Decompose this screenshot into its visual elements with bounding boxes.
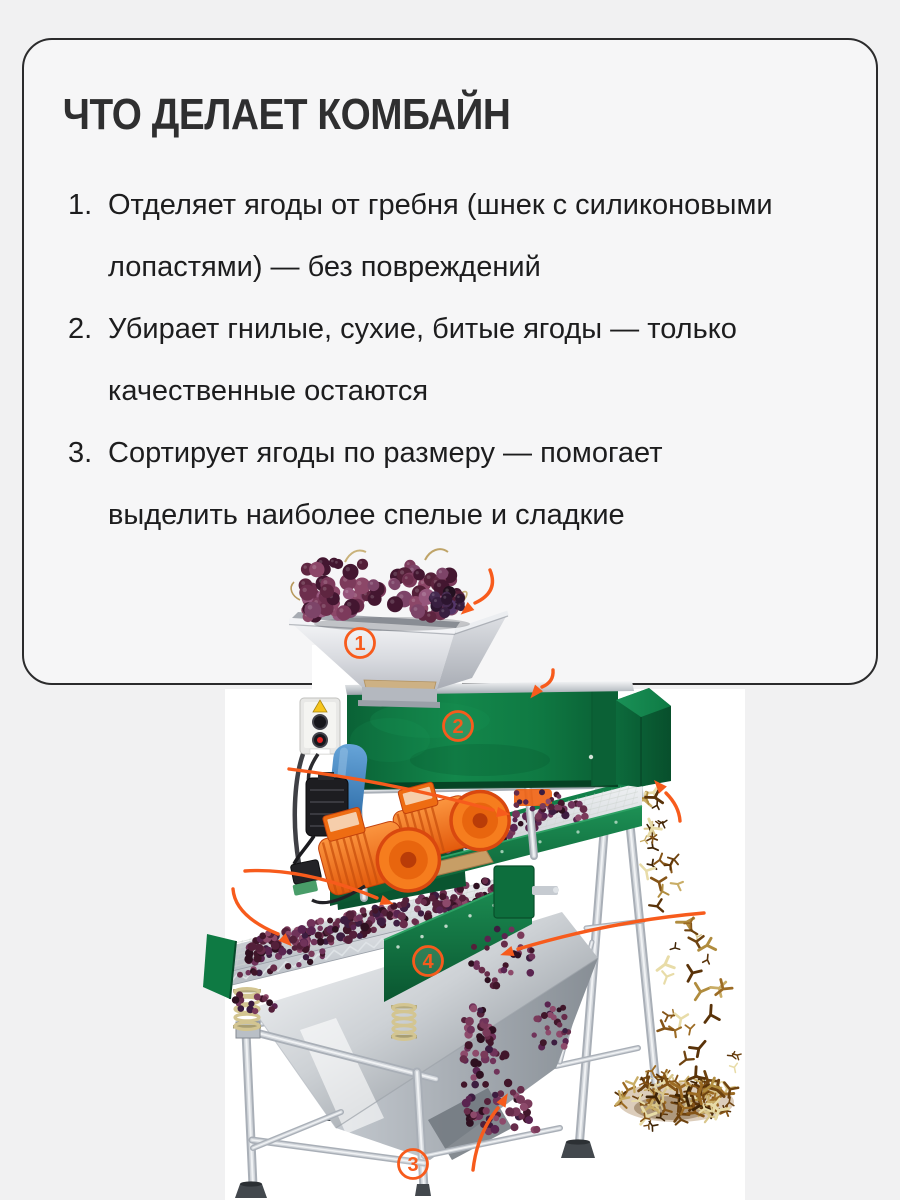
list-item-3-text (108, 422, 663, 546)
list-item-2-text (108, 298, 737, 422)
arrow-hopper (475, 570, 492, 603)
marker-4-badge (414, 947, 443, 976)
list-item-1-line-2: лопастями) — без повреждений (108, 251, 541, 283)
list-item-2-line-1: Убирает гнилые, сухие, битые ягоды — только (108, 313, 737, 345)
list-item-1-text (108, 174, 773, 298)
list-item-2-line-2: качественные остаются (108, 375, 429, 407)
list-item-3-line-2: выделить наиболее спелые и сладкие (108, 499, 625, 531)
list-item-1 (68, 174, 876, 298)
list-item-3-number: 3. (68, 437, 93, 469)
marker-1-badge (346, 629, 375, 658)
list-item-2-number: 2. (68, 313, 93, 345)
marker-2-label: 2 (452, 716, 464, 738)
card-title: ЧТО ДЕЛАЕТ КОМБАЙН (62, 90, 511, 139)
list-item-2 (68, 298, 876, 422)
marker-1-label: 1 (354, 633, 366, 655)
list-item-1-number: 1. (68, 189, 93, 221)
list-item-3 (68, 422, 876, 546)
list-item-3-line-1: Сортирует ягоды по размеру — помогает (108, 437, 663, 469)
machine-figure (190, 545, 750, 1200)
marker-3-label: 3 (407, 1154, 419, 1176)
marker-2-badge (444, 712, 473, 741)
marker-4-label: 4 (422, 951, 434, 973)
marker-3-badge (399, 1150, 428, 1179)
feature-list (24, 174, 876, 546)
start-button-icon (313, 715, 327, 729)
grape-bunches (299, 557, 465, 623)
list-item-1-line-1: Отделяет ягоды от гребня (шнек с силиконовыми (108, 189, 773, 221)
